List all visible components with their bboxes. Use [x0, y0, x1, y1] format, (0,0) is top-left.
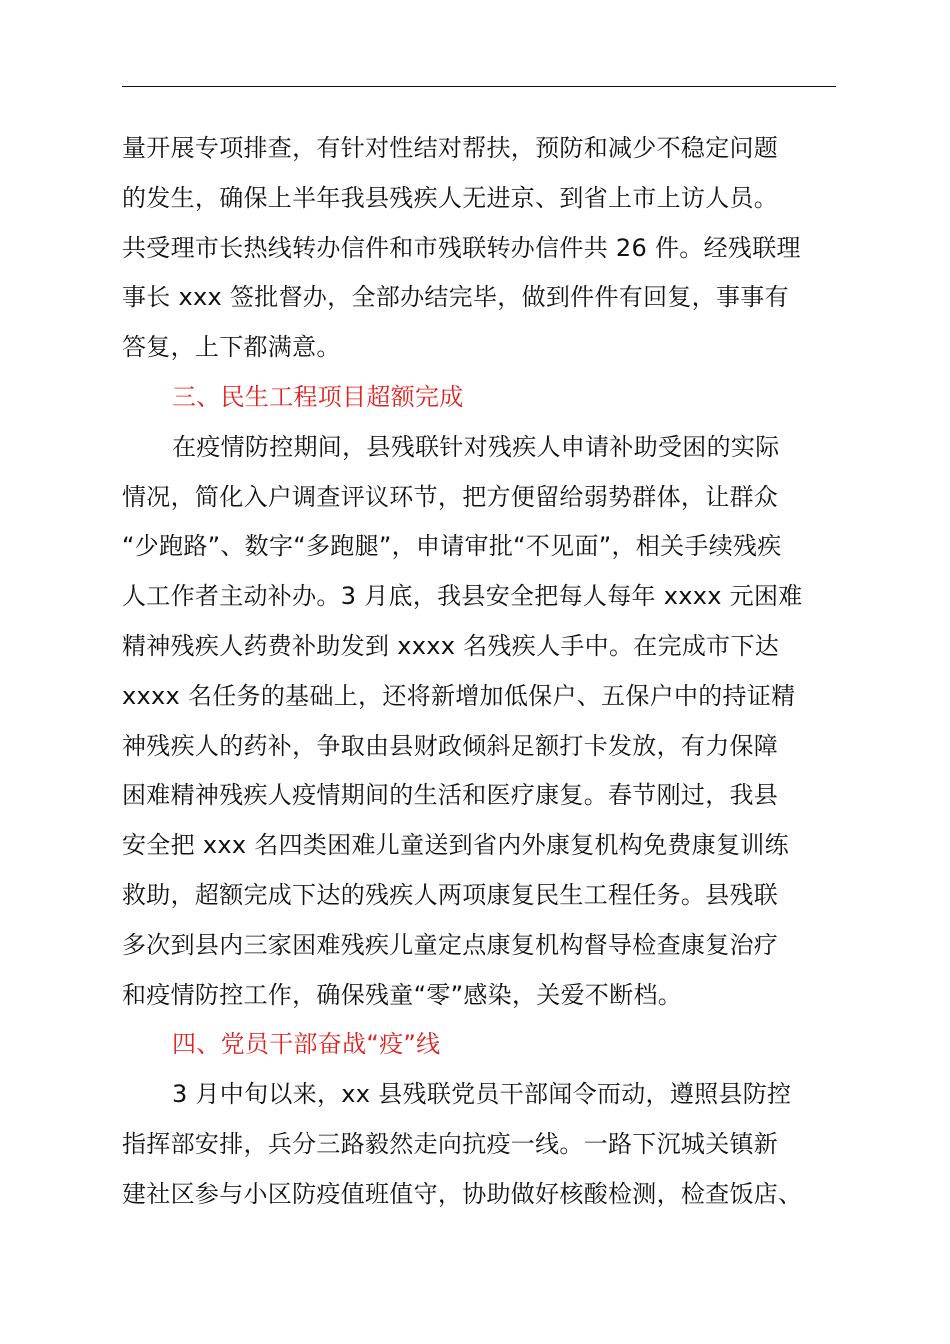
paragraph-line: 精神残疾人药费补助发到 xxxx 名残疾人手中。在完成市下达	[122, 631, 780, 660]
paragraph-line: 多次到县内三家困难残疾儿童定点康复机构督导检查康复治疗	[122, 930, 779, 959]
paragraph-line: 量开展专项排查，有针对性结对帮扶，预防和减少不稳定问题	[122, 134, 779, 162]
paragraph-line: 3 月中旬以来，xx 县残联党员干部闻令而动，遵照县防控	[172, 1080, 792, 1109]
paragraph-line: 和疫情防控工作，确保残童“零”感染，关爱不断档。	[122, 980, 683, 1009]
paragraph-line: “少跑路”、数字“多跑腿”，申请审批“不见面”，相关手续残疾	[122, 532, 782, 561]
paragraph-line: 救助，超额完成下达的残疾人两项康复民生工程任务。县残联	[122, 880, 779, 909]
document-body	[122, 124, 838, 1220]
paragraph-line: 困难精神残疾人疫情期间的生活和医疗康复。春节刚过，我县	[122, 781, 779, 810]
header-rule	[122, 86, 836, 87]
section-heading-4: 四、党员干部奋战“疫”线	[172, 1030, 441, 1059]
section-heading-3: 三、民生工程项目超额完成	[172, 382, 464, 411]
paragraph-line: 在疫情防控期间，县残联针对残疾人申请补助受困的实际	[172, 432, 780, 461]
paragraph-line: xxxx 名任务的基础上，还将新增加低保户、五保户中的持证精	[122, 681, 796, 710]
paragraph-line: 情况，简化入户调查评议环节，把方便留给弱势群体，让群众	[122, 482, 779, 511]
paragraph-line: 的发生，确保上半年我县残疾人无进京、到省上市上访人员。	[122, 183, 779, 212]
paragraph-line: 指挥部安排，兵分三路毅然走向抗疫一线。一路下沉城关镇新	[122, 1129, 779, 1158]
paragraph-line: 共受理市长热线转办信件和市残联转办信件共 26 件。经残联理	[122, 233, 801, 262]
paragraph-line: 神残疾人的药补，争取由县财政倾斜足额打卡发放，有力保障	[122, 731, 779, 760]
paragraph-line: 事长 xxx 签批督办，全部办结完毕，做到件件有回复，事事有	[122, 283, 789, 312]
paragraph-line: 建社区参与小区防疫值班值守，协助做好核酸检测，检查饭店、	[122, 1179, 803, 1208]
paragraph-line: 人工作者主动补办。3 月底，我县安全把每人每年 xxxx 元困难	[122, 582, 803, 611]
paragraph-line: 答复，上下都满意。	[122, 333, 341, 362]
paragraph-line: 安全把 xxx 名四类困难儿童送到省内外康复机构免费康复训练	[122, 831, 789, 860]
